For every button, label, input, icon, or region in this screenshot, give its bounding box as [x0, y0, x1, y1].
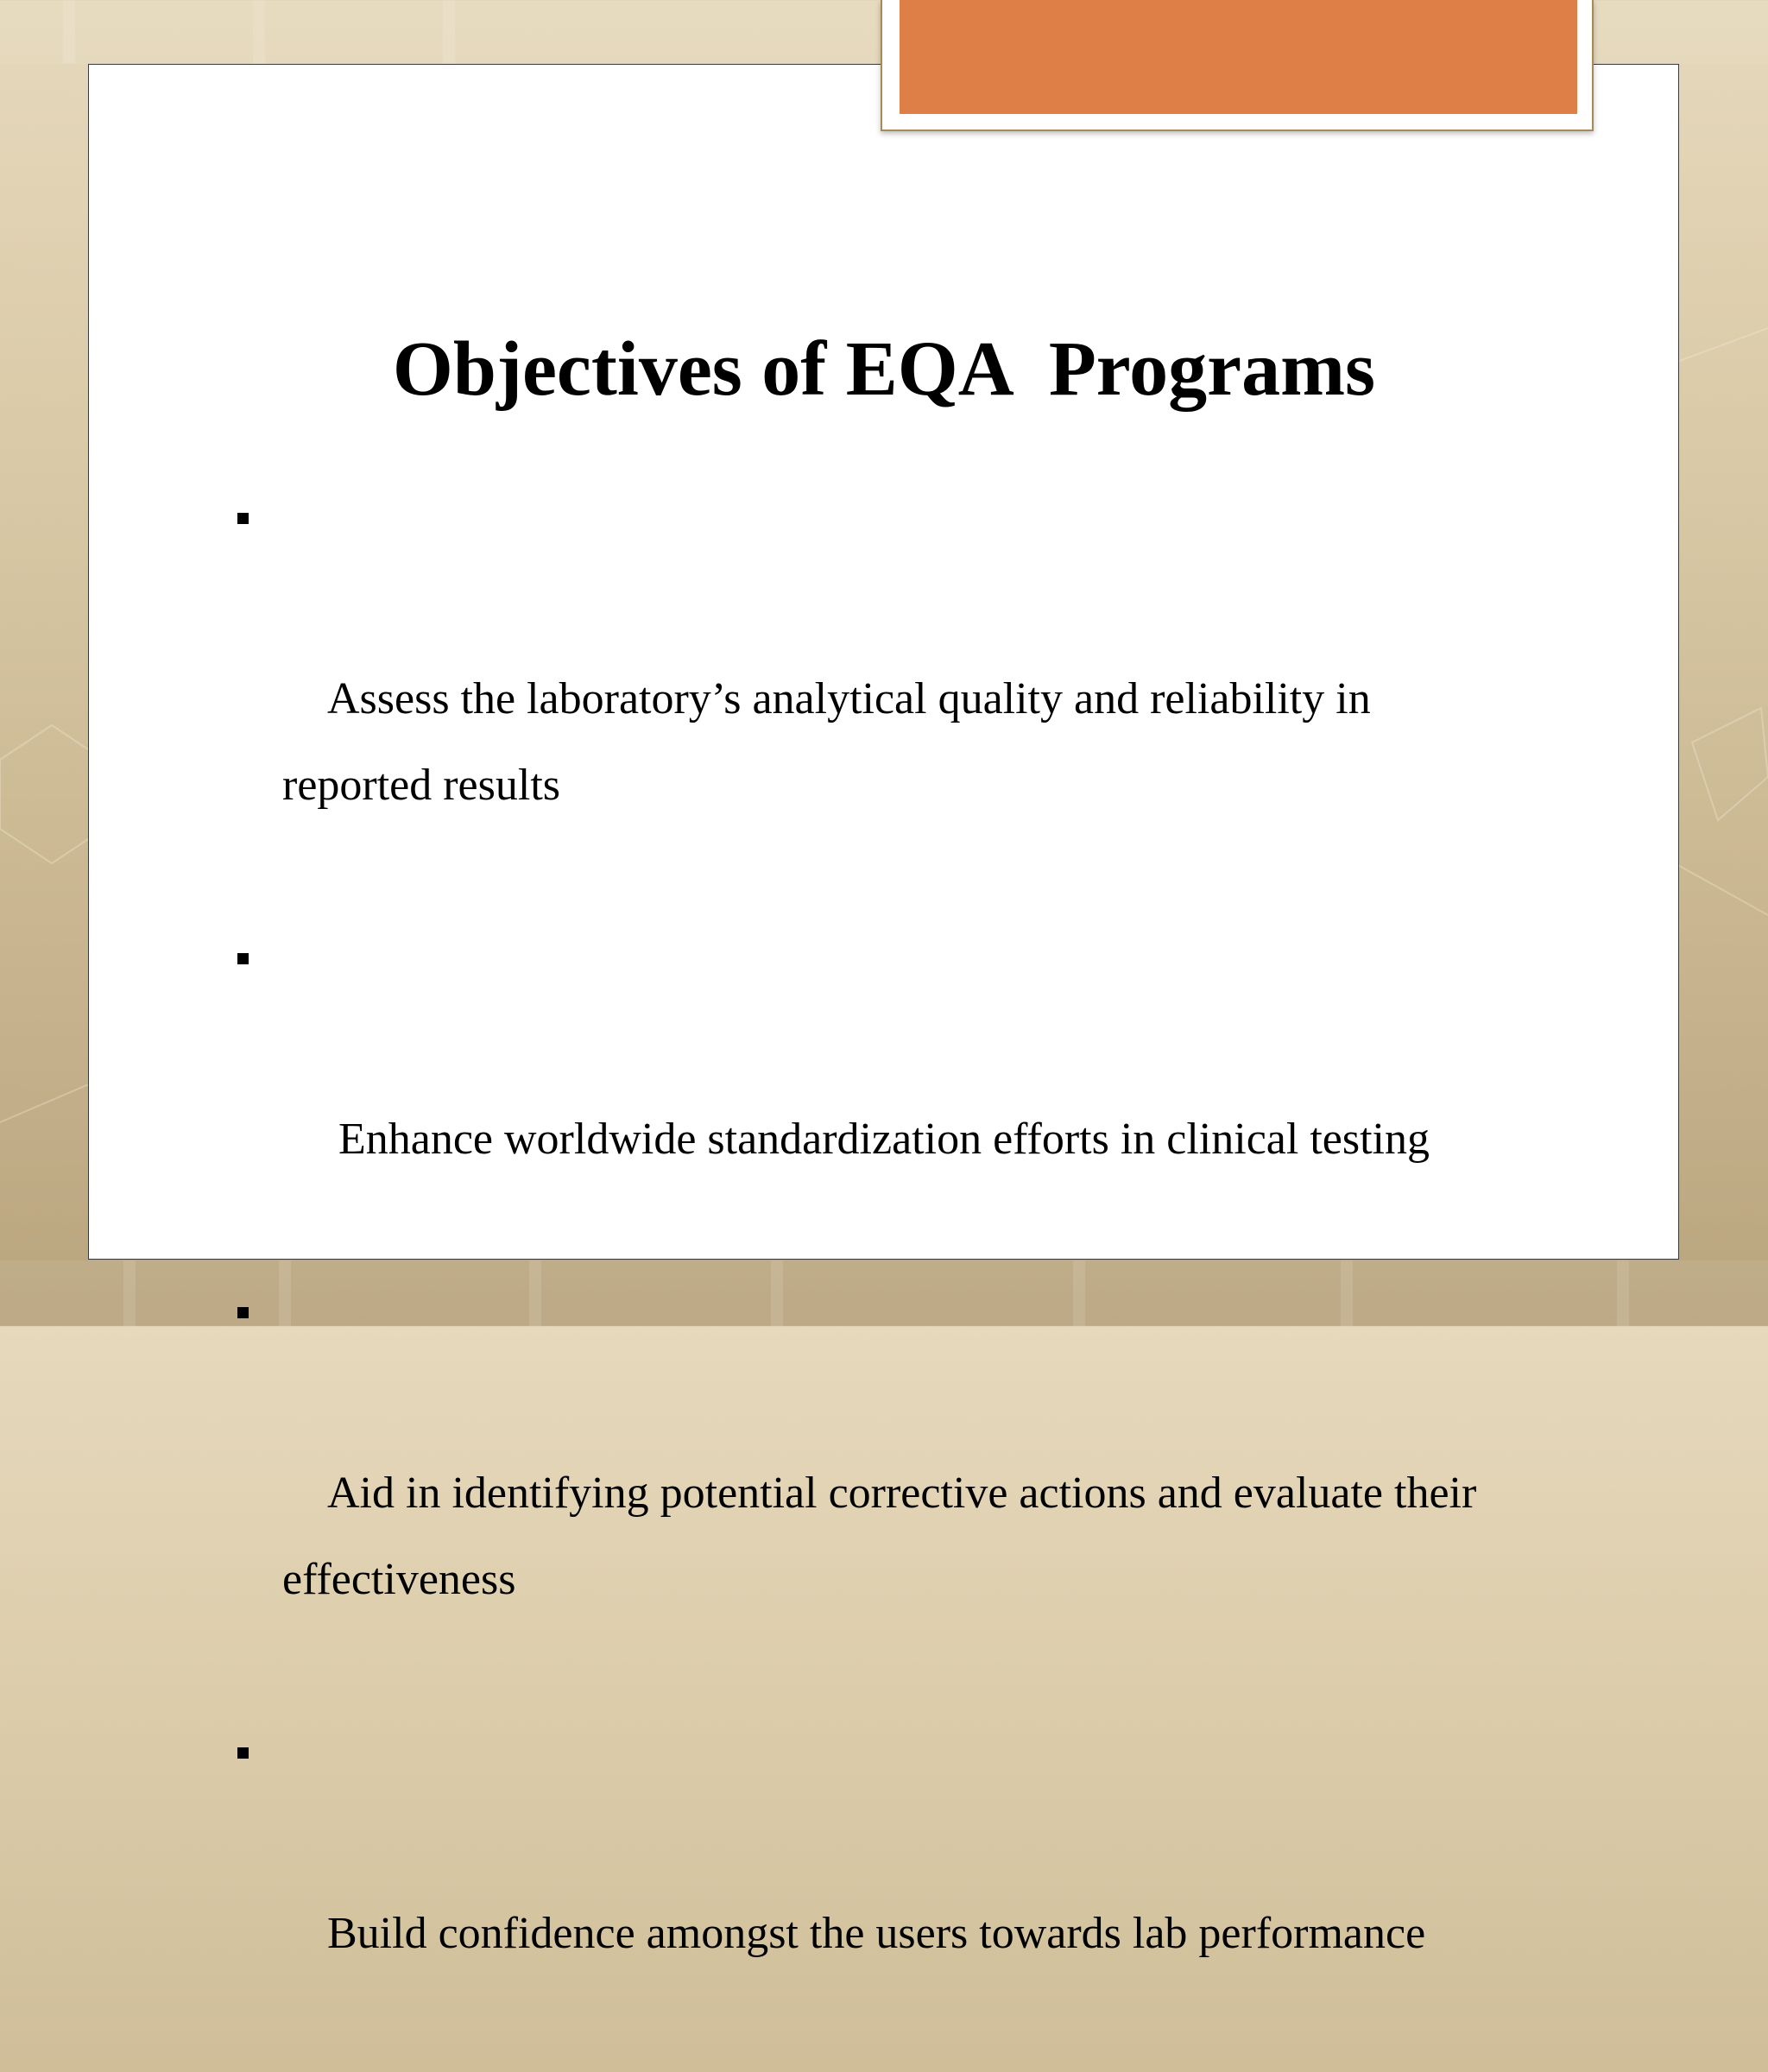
title-accent-frame: [881, 0, 1594, 131]
orange-accent-bar: [900, 0, 1577, 114]
list-item-text: Build confidence amongst the users towards lab performance: [327, 1909, 1426, 1958]
square-bullet-icon: [237, 1747, 249, 1759]
list-item-text: Aid in identifying potential corrective actions and evaluate their effectiveness: [282, 1469, 1488, 1604]
list-item-text: Enhance worldwide standardization efforts in clinical testing: [327, 1115, 1430, 1164]
list-item: [229, 483, 1489, 915]
square-bullet-icon: [237, 513, 249, 524]
square-bullet-icon: [237, 953, 249, 964]
list-item-text: Assess the laboratory’s analytical quality and reliability in reported results: [282, 674, 1382, 810]
list-item: [229, 1278, 1489, 1709]
slide-title: Objectives of EQA Programs: [392, 326, 1376, 412]
square-bullet-icon: [237, 1307, 249, 1318]
list-item: [229, 924, 1489, 1269]
list-item: [229, 1718, 1489, 2063]
objectives-list: [229, 483, 1489, 2072]
